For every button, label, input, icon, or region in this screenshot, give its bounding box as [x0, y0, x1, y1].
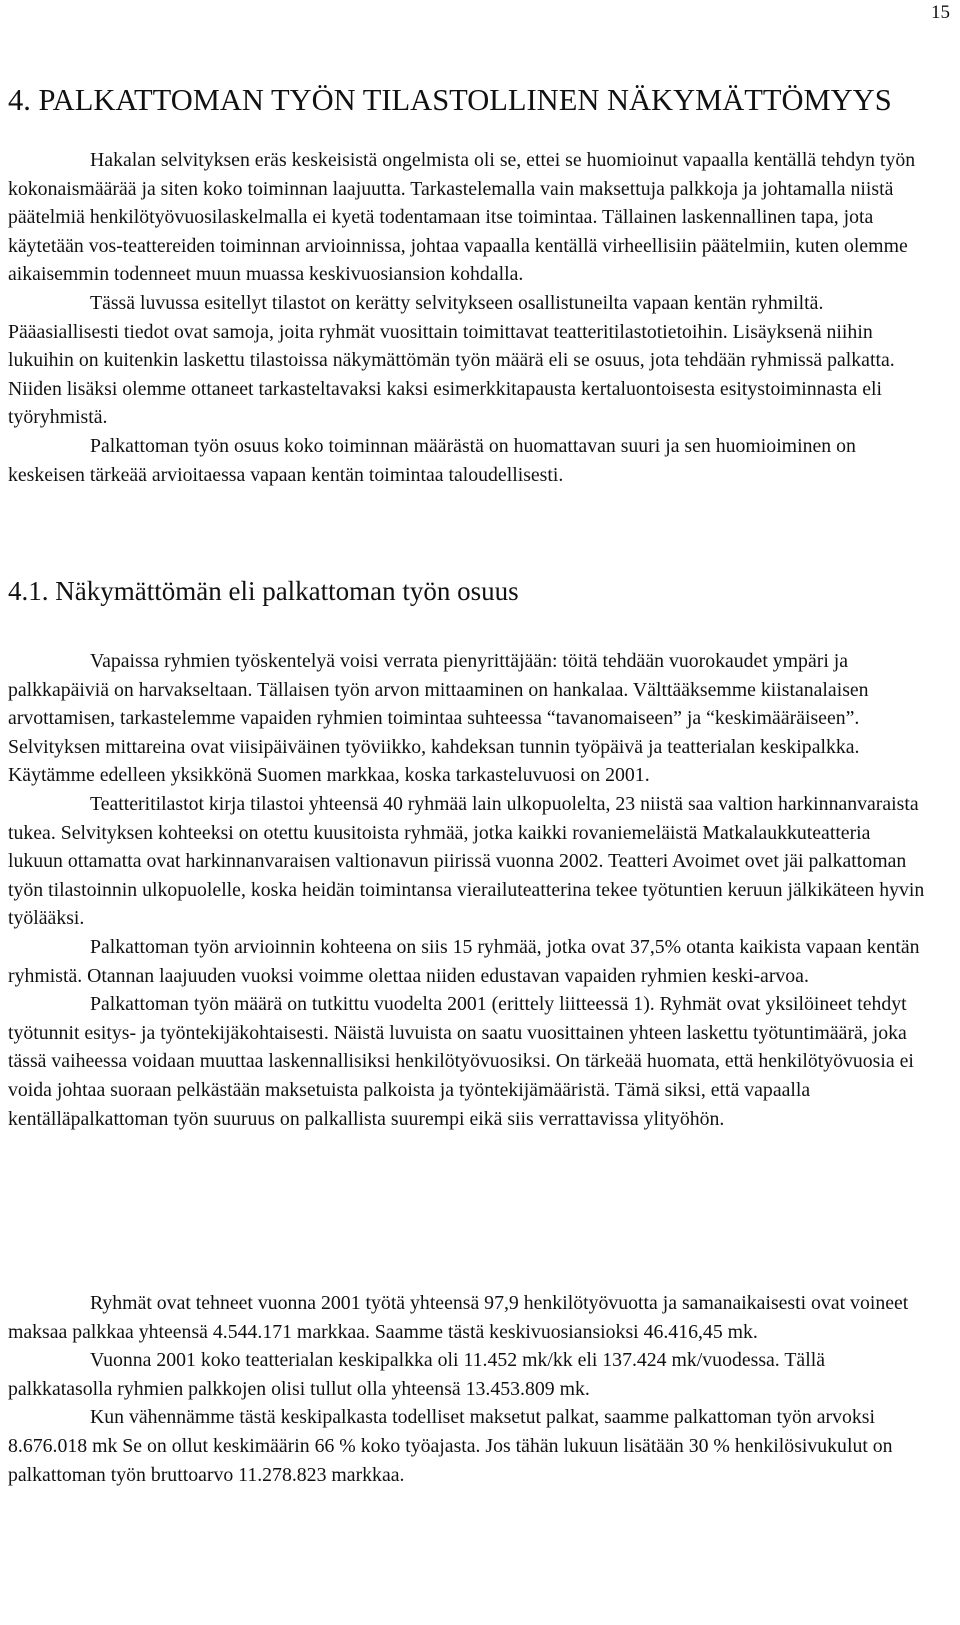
- paragraph: Tässä luvussa esitellyt tilastot on kerätty selvitykseen osallistuneilta vapaan kentän ryhmiltä. Pääasiallisesti tiedot ovat samoja, joita ryhmät vuosittain toimittavat teatteritilastotietoihin. Lisäyksenä niihin lukuihin on kuitenkin laskettu tilastoissa näkymättömän työn määrä eli se osuus, jota tehdään ryhmissä palkatta. Niiden lisäksi olemme ottaneet tarkasteltavaksi kaksi esimerkkitapausta kertaluontoisesta esitystoiminnasta eli työryhmistä.: [8, 291, 895, 429]
- calculation-text: [8, 1289, 930, 1489]
- paragraph: Vapaissa ryhmien työskentelyä voisi verrata pienyrittäjään: töitä tehdään vuorokaudet ympäri ja palkkapäiviä on harvakseltaan. Tällaisen työn arvon mittaaminen on hankalaa. Välttääksemme kiistanalaisen arvottamisen, tarkastelemme vapaiden ryhmien toimintaa suhteessa “tavanomaiseen” ja “keskimääräiseen”. Selvityksen mittareina ovat viisipäiväinen työviikko, kahdeksan tunnin työpäivä ja teatterialan keskipalkka. Käytämme edelleen yksikkönä Suomen markkaa, koska tarkasteluvuosi on 2001.: [8, 650, 869, 787]
- paragraph: Teatteritilastot kirja tilastoi yhteensä 40 ryhmää lain ulkopuolelta, 23 niistä saa valtion harkinnanvaraista tukea. Selvityksen kohteeksi on otettu kuusitoista ryhmää, jotka kaikki rovaniemeläistä Matkalaukkuteatteria lukuun ottamatta ovat harkinnanvaraisen valtionavun piirissä vuonna 2002. Teatteri Avoimet ovet jäi palkattoman työn tilastoinnin ulkopuolelle, koska heidän toimintansa vierailuteatterina tekee työtuntien keruun jälkikäteen hyvin työlääksi.: [8, 792, 925, 930]
- paragraph: Palkattoman työn arvioinnin kohteena on siis 15 ryhmää, jotka ovat 37,5% otanta kaikista vapaan kentän ryhmistä. Otannan laajuuden vuoksi voimme olettaa niiden edustavan vapaiden ryhmien keski-arvoa.: [8, 935, 920, 987]
- paragraph: Hakalan selvityksen eräs keskeisistä ongelmista oli se, ettei se huomioinut vapaalla kentällä tehdyn työn kokonaismäärää ja siten koko toiminnan laajuutta. Tarkastelemalla vain maksettuja palkkoja ja johtamalla niistä päätelmiä henkilötyövuosilaskelmalla ei kyetä todentamaan itse toimintaa. Tällainen laskennallinen tapa, jota käytetään vos-teattereiden toiminnan arvioinnissa, johtaa vapaalla kentällä virheellisiin päätelmiin, kuten olemme aikaisemmin todenneet muun muassa keskivuosiansion kohdalla.: [8, 149, 916, 286]
- intro-text: [8, 146, 930, 489]
- paragraph: Palkattoman työn määrä on tutkittu vuodelta 2001 (erittely liitteessä 1). Ryhmät ovat yksilöineet tehdyt työtunnit esitys- ja työntekijäkohtaisesti. Näistä luvuista on saatu vuosittainen yhteen laskettu työtuntimäärä, joka tässä vaiheessa voidaan muuttaa laskennallisiksi henkilötyövuosiksi. On tärkeää huomata, että henkilötyövuosia ei voida johtaa suoraan pelkästään maksetuista palkoista ja työntekijämääristä. Tämä siksi, että vapaalla kentälläpalkattoman työn suuruus on palkallista suurempi eikä siis verrattavissa ylityöhön.: [8, 993, 914, 1130]
- paragraph: Vuonna 2001 koko teatterialan keskipalkka oli 11.452 mk/kk eli 137.424 mk/vuodessa. Tällä palkkatasolla ryhmien palkkojen olisi tullut olla yhteensä 13.453.809 mk.: [8, 1349, 825, 1400]
- paragraph: Ryhmät ovat tehneet vuonna 2001 työtä yhteensä 97,9 henkilötyövuotta ja samanaikaisesti ovat voineet maksaa palkkaa yhteensä 4.544.171 markkaa. Saamme tästä keskivuosiansioksi 46.416,45 mk.: [8, 1292, 909, 1343]
- page-number: 15: [931, 2, 950, 23]
- chapter-heading: 4. PALKATTOMAN TYÖN TILASTOLLINEN NÄKYMÄTTÖMYYS: [8, 83, 892, 117]
- paragraph: Kun vähennämme tästä keskipalkasta todelliset maksetut palkat, saamme palkattoman työn arvoksi 8.676.018 mk Se on ollut keskimäärin 66 % koko työajasta. Jos tähän lukuun lisätään 30 % henkilösivukulut on palkattoman työn bruttoarvo 11.278.823 markkaa.: [8, 1406, 893, 1486]
- paragraph: Palkattoman työn osuus koko toiminnan määrästä on huomattavan suuri ja sen huomioiminen on keskeisen tärkeää arvioitaessa vapaan kentän toimintaa taloudellisesti.: [8, 434, 856, 486]
- section-heading: 4.1. Näkymättömän eli palkattoman työn osuus: [8, 576, 519, 606]
- section-text: [8, 647, 930, 1133]
